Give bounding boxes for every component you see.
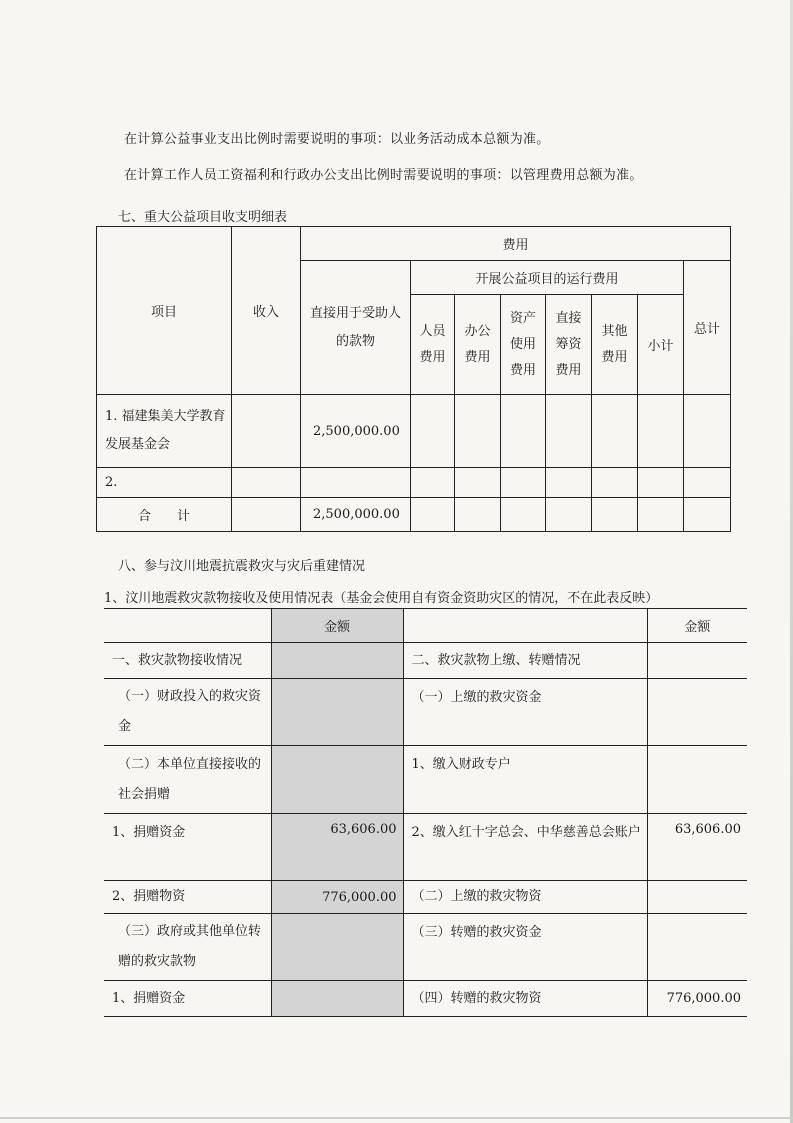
header-project: 项目 — [97, 227, 232, 395]
direct-aid-value — [301, 468, 411, 498]
receipt-amount: 63,606.00 — [271, 814, 403, 881]
table-row — [104, 746, 747, 814]
receipt-amount — [271, 643, 403, 679]
header-direct-aid: 直接用于受助人的款物 — [301, 261, 411, 395]
section8-subtitle: 1、汶川地震救灾款物接收及使用情况表（基金会使用自有资金资助灾区的情况，不在此表反映） — [104, 591, 659, 606]
usage-item: 2、缴入红十字总会、中华慈善总会账户 — [403, 814, 647, 881]
usage-amount — [647, 679, 747, 746]
sum-direct-aid: 2,500,000.00 — [301, 498, 411, 532]
receipt-amount — [271, 679, 403, 746]
scan-bottom-edge — [0, 1117, 793, 1119]
table-row — [97, 468, 731, 498]
usage-item: 1、缴入财政专户 — [403, 746, 647, 814]
table-row — [104, 881, 747, 914]
note-admin-ratio: 在计算工作人员工资福利和行政办公支出比例时需要说明的事项：以管理费用总额为准。 — [124, 168, 643, 183]
section8-title: 八、参与汶川地震抗震救灾与灾后重建情况 — [118, 559, 366, 574]
receipt-amount: 776,000.00 — [271, 881, 403, 914]
receipt-amount — [271, 746, 403, 814]
usage-item: （四）转赠的救灾物资 — [403, 981, 647, 1017]
usage-amount — [647, 643, 747, 679]
usage-item: （一）上缴的救灾资金 — [403, 679, 647, 746]
table-row — [104, 643, 747, 679]
table-row — [97, 395, 731, 468]
header-staff-cost: 人员费用 — [411, 295, 455, 395]
usage-amount — [647, 746, 747, 814]
table-row — [104, 679, 747, 746]
receipt-item: 一、救灾款物接收情况 — [104, 643, 271, 679]
receipt-item: 1、捐赠资金 — [104, 814, 271, 881]
receipt-item: 2、捐赠物资 — [104, 881, 271, 914]
receipt-item: 1、捐赠资金 — [104, 981, 271, 1017]
receipt-item: （一）财政投入的救灾资金 — [104, 679, 271, 746]
amount-header-left: 金额 — [271, 609, 403, 643]
usage-amount: 776,000.00 — [647, 981, 747, 1017]
sum-row — [97, 498, 731, 532]
header-other-cost: 其他费用 — [592, 295, 638, 395]
section7-title: 七、重大公益项目收支明细表 — [118, 210, 288, 225]
header-fundraising-cost: 直接筹资费用 — [546, 295, 592, 395]
header-office-cost: 办公费用 — [455, 295, 501, 395]
project-name: 1. 福建集美大学教育发展基金会 — [97, 395, 232, 468]
wenchuan-relief-table — [104, 608, 747, 1017]
major-project-table — [96, 226, 731, 532]
receipt-item: （二）本单位直接接收的社会捐赠 — [104, 746, 271, 814]
usage-item: （二）上缴的救灾物资 — [403, 881, 647, 914]
header-expense: 费用 — [301, 227, 731, 261]
usage-item: 二、救灾款物上缴、转赠情况 — [403, 643, 647, 679]
table-row — [104, 914, 747, 981]
usage-amount: 63,606.00 — [647, 814, 747, 881]
receipt-amount — [271, 914, 403, 981]
header-operating-costs: 开展公益项目的运行费用 — [411, 261, 684, 295]
direct-aid-value: 2,500,000.00 — [301, 395, 411, 468]
receipt-amount — [271, 981, 403, 1017]
table-row — [104, 814, 747, 881]
project-name: 2. — [97, 468, 232, 498]
header-total: 总计 — [684, 261, 731, 395]
amount-header-right: 金额 — [647, 609, 747, 643]
table-row — [104, 981, 747, 1017]
usage-item: （三）转赠的救灾资金 — [403, 914, 647, 981]
usage-amount — [647, 914, 747, 981]
header-asset-cost: 资产使用费用 — [501, 295, 546, 395]
note-public-welfare-ratio: 在计算公益事业支出比例时需要说明的事项：以业务活动成本总额为准。 — [124, 132, 550, 147]
header-subtotal: 小计 — [638, 295, 684, 395]
sum-label: 合 计 — [97, 498, 232, 532]
header-income: 收入 — [232, 227, 301, 395]
usage-amount — [647, 881, 747, 914]
receipt-item: （三）政府或其他单位转赠的救灾款物 — [104, 914, 271, 981]
